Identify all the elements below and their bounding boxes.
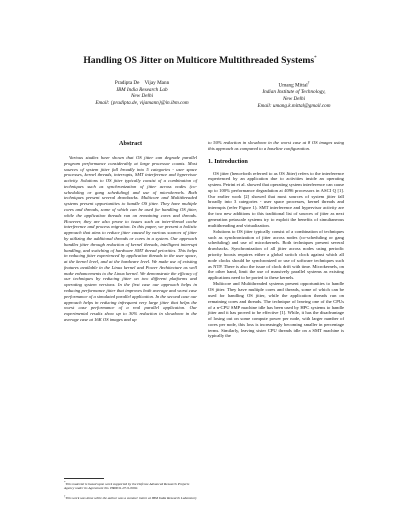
footnote-1 — [64, 481, 197, 491]
left-column — [64, 140, 197, 323]
location-right: New Delhi — [282, 95, 306, 102]
affiliation-right: Indian Institute of Technology, — [262, 89, 326, 96]
intro-paragraph: Solutions to OS jitter typically consist of a combination of techniques such as synchronization of jitter across nodes (co-scheduling or gang scheduling) and use of microkernels. Both techniques present several drawbacks. Synchronization of all jitter across nodes using periodic priority boosts requires either a global switch clock against which all node clocks should be synchronized or use of software techniques such as NTP. There is also the issue of clock drift with time. Microkernels, on the other hand, limit the use of massively parallel systems as existing applications need to be ported to these kernels. — [208, 228, 344, 281]
author-footnote-mark: † — [307, 81, 310, 85]
email-left: Email: {pradipta.de, vijamann}@in.ibm.com — [95, 99, 189, 106]
right-column — [208, 140, 344, 340]
footnote-2-mark: † — [64, 495, 66, 498]
footnote-1-text: This material is based upon work supported by the Defense Advanced Research Projects Agency under its Agreement No. HR0011-07-9-0002. — [64, 482, 190, 491]
author-group-right — [234, 80, 354, 109]
location-left: New Delhi — [130, 93, 154, 100]
intro-paragraph: Multicore and Multithreaded systems present opportunities to handle OS jitter. They have multiple cores and threads, some of which can be used for handling OS jitter, while the application threads run on remaining cores and threads. The technique of leaving one of the CPUs of a n-CPU SMP machine idle has been used by HPC systems to handle jitter and it has proved to be effective [1]. While, it has the disadvantage of losing out on some compute power per node, with larger number of cores per node, this loss is increasingly becoming smaller in percentage terms. Similarly, leaving sister CPU threads idle on a SMT machine is typically the — [208, 281, 344, 339]
author-group-left — [72, 80, 212, 106]
intro-paragraph: OS jitter (henceforth referred to as OS Jitter) refers to the interference experienced by an application due to activities inside an operating system. Petrini et al. showed that operating system interference can cause up to 100% performance degradation at 4096 processors in ASCI Q [1]. Our earlier work [2] showed that most sources of system jitter fall broadly into 3 categories - user space processes, kernel threads and interrupts (refer Figure 1). SMT interference and hypervisor activity are the two new additions to this traditional list of sources of jitter as next generation petascale systems try to exploit the benefits of simultaneous multithreading and virtualization. — [208, 170, 344, 228]
author-name-right — [234, 80, 354, 89]
title-footnote-mark: * — [314, 55, 317, 61]
footnote-1-mark: * — [64, 481, 66, 484]
abstract-heading: Abstract — [118, 140, 143, 147]
email-right: Email: umang.k.mittal@gmail.com — [257, 102, 331, 109]
introduction-heading: 1. Introduction — [208, 157, 248, 165]
paper-title — [0, 55, 400, 66]
author-name-right-text: Umang Mittal — [278, 82, 308, 89]
footnote-2 — [64, 495, 197, 500]
abstract-body: Various studies have shown that OS jitter can degrade parallel program performance considerably at large processor counts. Most sources of system jitter fall broadly into 5 categories - user space processes, kernel threads, interrupts, SMT interference and hypervisor activity. Solutions to OS jitter typically consist of a combination of techniques such as synchronization of jitter across nodes (co-scheduling or gang scheduling) and use of microkernels. Both techniques present several drawbacks. Multicore and Multithreaded systems present opportunities to handle OS jitter. They have multiple cores and threads, some of which can be used for handling OS jitter, while the application threads run on remaining cores and threads. However, they are also prone to issues such as inter-thread cache interference and process migration. In this paper, we present a holistic approach that aims to reduce jitter caused by various sources of jitter by utilizing the additional threads or cores in a system. Our approach handles jitter through reduction of kernel threads, intelligent interrupt handling, and switching of hardware SMT thread priorities. This helps in reducing jitter experienced by application threads in the user space, at the kernel level, and at the hardware level. We make use of existing features available in the Linux kernel and Power Architecture as well make enhancements to the Linux kernel. We demonstrate the efficacy of our techniques by reducing jitter on two different platforms and operating system versions. In the first case our approach helps in reducing performance jitter that improves both average and worst case performance of a simulated parallel application. In the second case our approach helps in reducing infrequent very large jitter that helps the worst case performance of a real parallel application. Our experimental results show up to 30% reduction in slowdown in the average case at 16K OS images and up — [64, 155, 197, 322]
title-text: Handling OS Jitter on Multicore Multithreaded Systems — [83, 55, 315, 66]
footnote-2-text: This work was done while the author was a summer intern at IBM India Research Laboratory — [65, 496, 197, 501]
author-names-left: Pradipta De Vijay Mann — [114, 80, 170, 86]
abstract-continuation: to 50% reduction in slowdown in the worst case at 8 OS images using this approach as compared to a baseline configuration. — [208, 140, 344, 151]
affiliation-left: IBM India Research Lab — [116, 86, 168, 93]
footnote-rule — [64, 478, 104, 479]
